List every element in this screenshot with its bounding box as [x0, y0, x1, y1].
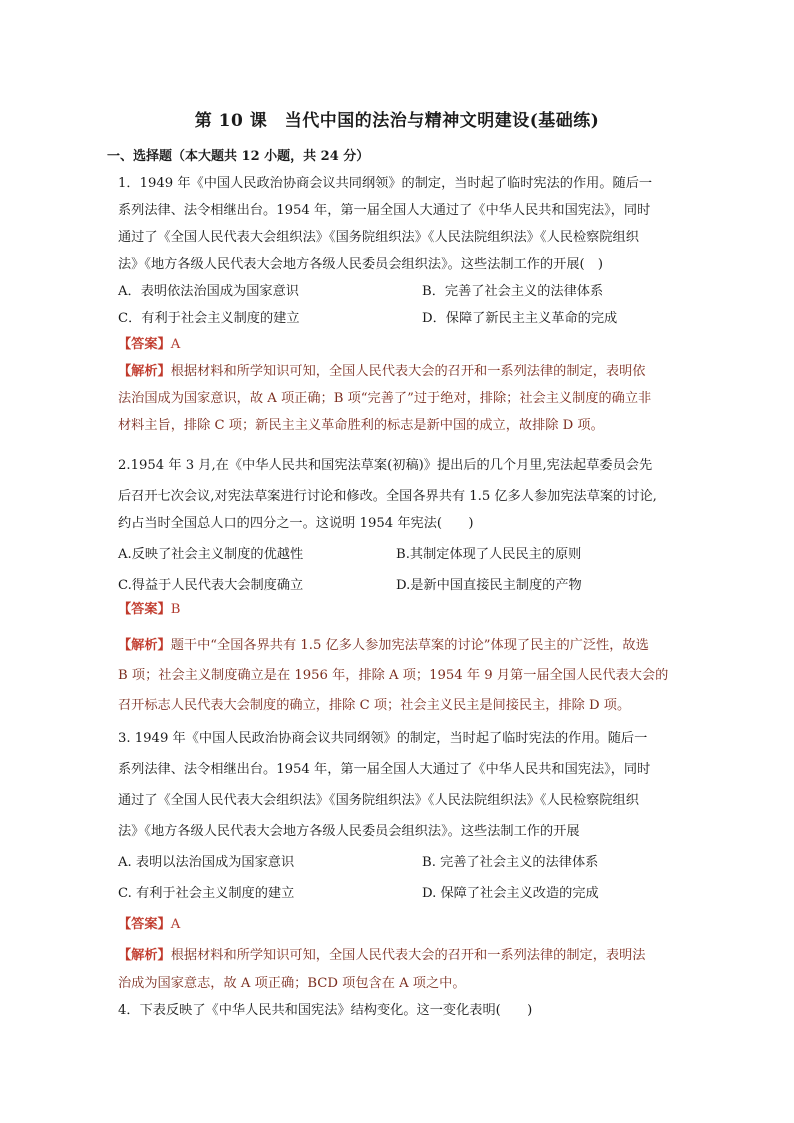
option-c: C. 有利于社会主义制度的建立	[118, 886, 295, 901]
question-line: 3. 1949 年《中国人民政治协商会议共同纲领》的制定，当时起了临时宪法的作用。随后一	[118, 731, 648, 746]
option-a: A．表明依法治国成为国家意识	[118, 284, 299, 299]
analysis-text: 治成为国家意志，故 A 项正确；BCD 项包含在 A 项之中。	[118, 976, 466, 991]
answer	[118, 913, 180, 932]
answer-label: 【答案】	[118, 602, 171, 617]
answer-value: A	[170, 917, 181, 932]
answer-label: 【答案】	[118, 337, 171, 352]
analysis-text: 召开标志人民代表大会制度的确立，排除 C 项；社会主义民主是间接民主，排除 D 项。	[118, 698, 631, 713]
analysis-label: 【解析】	[118, 364, 171, 379]
option-c: C.得益于人民代表大会制度确立	[118, 578, 304, 593]
question-line: 后召开七次会议,对宪法草案进行讨论和修改。全国各界共有 1.5 亿多人参加宪法草案的讨论,	[118, 489, 657, 504]
question-line: 2.1954 年 3 月,在《中华人民共和国宪法草案(初稿)》提出后的几个月里,宪法起草委员会先	[118, 458, 653, 473]
option-c: C．有利于社会主义制度的建立	[118, 311, 300, 326]
answer	[118, 598, 180, 617]
option-d: D．保障了新民主主义革命的完成	[422, 311, 618, 326]
analysis-label: 【解析】	[118, 948, 171, 963]
analysis-line	[118, 634, 649, 653]
question-line: 1．1949 年《中国人民政治协商会议共同纲领》的制定，当时起了临时宪法的作用。随后一	[118, 176, 653, 191]
question-line: 约占当时全国总人口的四分之一。这说明 1954 年宪法( )	[118, 516, 474, 531]
option-b: B．完善了社会主义的法律体系	[422, 284, 604, 299]
question-line: 系列法律、法令相继出台。1954 年，第一届全国人大通过了《中华人民共和国宪法》，同时	[118, 762, 651, 777]
option-a: A.反映了社会主义制度的优越性	[118, 547, 304, 562]
analysis-text: 法治国成为国家意识，故 A 项正确；B 项“完善了”过于绝对，排除；社会主义制度的确立非	[118, 391, 652, 406]
question-line: 法》《地方各级人民代表大会地方各级人民委员会组织法》。这些法制工作的开展	[118, 824, 580, 839]
analysis-line	[118, 944, 646, 963]
analysis-line	[118, 360, 646, 379]
question-line: 4．下表反映了《中华人民共和国宪法》结构变化。这一变化表明( )	[118, 1003, 533, 1018]
option-a: A. 表明以法治国成为国家意识	[118, 855, 295, 870]
analysis-text: B 项；社会主义制度确立是在 1956 年，排除 A 项；1954 年 9 月第一届全国人民代表大会的	[118, 668, 669, 683]
answer-value: A	[170, 337, 181, 352]
option-b: B.其制定体现了人民民主的原则	[396, 547, 582, 562]
analysis-text: 根据材料和所学知识可知，全国人民代表大会的召开和一系列法律的制定，表明依	[170, 364, 646, 379]
question-line: 系列法律、法令相继出台。1954 年，第一届全国人大通过了《中华人民共和国宪法》，同时	[118, 203, 651, 218]
answer-label: 【答案】	[118, 917, 171, 932]
option-d: D.是新中国直接民主制度的产物	[396, 578, 582, 593]
page-title: 第 10 课 当代中国的法治与精神文明建设(基础练)	[194, 111, 600, 131]
question-line: 通过了《全国人民代表大会组织法》《国务院组织法》《人民法院组织法》《人民检察院组织	[118, 230, 639, 245]
answer	[118, 333, 180, 352]
option-d: D. 保障了社会主义改造的完成	[422, 886, 599, 901]
option-b: B. 完善了社会主义的法律体系	[422, 855, 599, 870]
analysis-text: 根据材料和所学知识可知，全国人民代表大会的召开和一系列法律的制定，表明法	[170, 948, 646, 963]
analysis-text: 材料主旨，排除 C 项；新民主主义革命胜利的标志是新中国的成立，故排除 D 项。	[118, 418, 604, 433]
analysis-label: 【解析】	[118, 638, 171, 653]
analysis-text: 题干中“全国各界共有 1.5 亿多人参加宪法草案的讨论”体现了民主的广泛性，故选	[170, 638, 649, 653]
question-line: 法》《地方各级人民代表大会地方各级人民委员会组织法》。这些法制工作的开展( )	[118, 257, 604, 272]
question-line: 通过了《全国人民代表大会组织法》《国务院组织法》《人民法院组织法》《人民检察院组织	[118, 793, 639, 808]
answer-value: B	[170, 602, 181, 617]
section-heading: 一、选择题（本大题共 12 小题，共 24 分）	[107, 149, 370, 164]
